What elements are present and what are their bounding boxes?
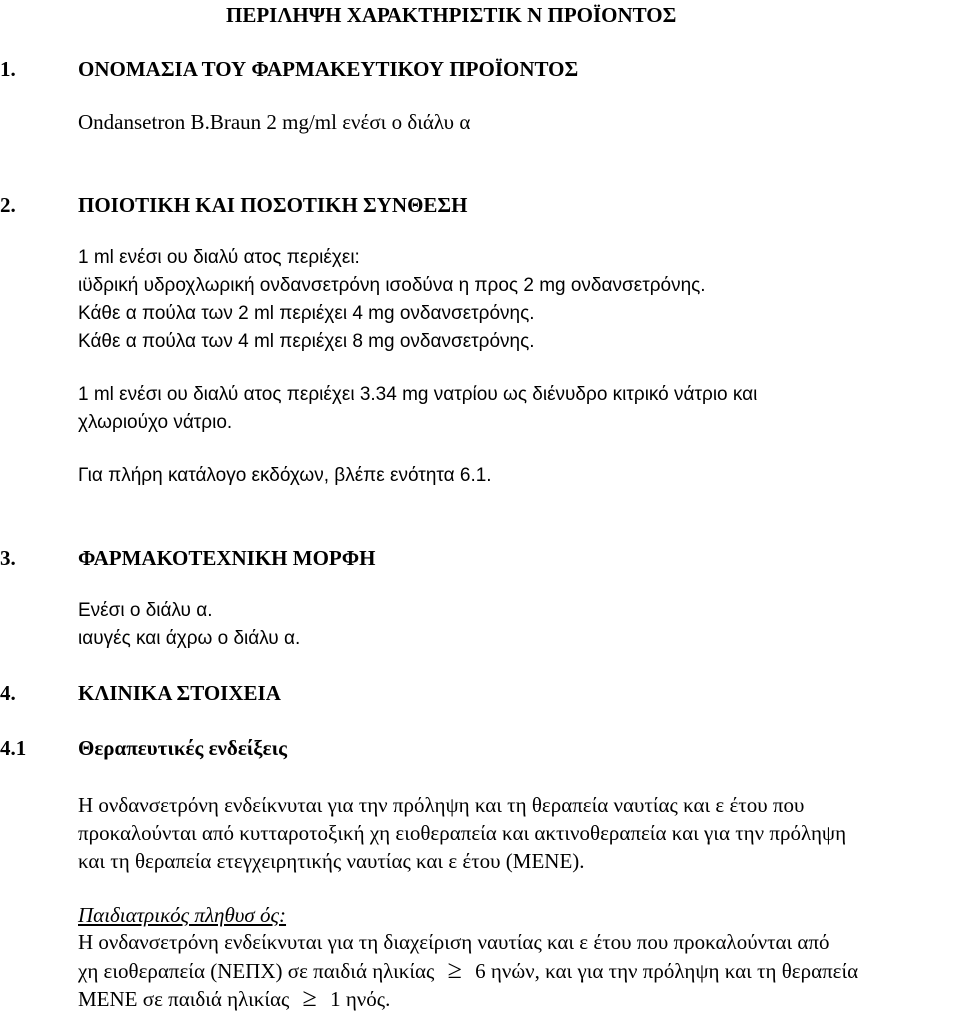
pediatric-line: Η ονδανσετρόνη ενδείκνυται για τη διαχείριση ναυτίας και ε έτου που προκαλούνται από bbox=[78, 930, 830, 954]
section-2-heading: ΠΟΙΟΤΙΚΗ ΚΑΙ ΠΟΣΟΤΙΚΗ ΣΥΝΘΕΣΗ bbox=[78, 193, 468, 217]
product-name: Ondansetron B.Braun 2 mg/ml ενέσι ο διάλυ α bbox=[78, 110, 471, 134]
section-4-number: 4. bbox=[0, 681, 16, 705]
pediatric-text: 6 ηνών, και για την πρόληψη και τη θεραπεία bbox=[475, 959, 859, 983]
indication-line: και τη θεραπεία ετεγχειρητικής ναυτίας και ε έτου (ΜΕΝΕ). bbox=[78, 849, 585, 873]
section-2-number: 2. bbox=[0, 193, 16, 217]
section-3-number: 3. bbox=[0, 546, 16, 570]
section-1-heading: ΟΝΟΜΑΣΙΑ ΤΟΥ ΦΑΡΜΑΚΕΥΤΙΚΟΥ ΠΡΟΪΟΝΤΟΣ bbox=[78, 57, 579, 81]
pediatric-line bbox=[78, 957, 858, 984]
section-3-heading: ΦΑΡΜΑΚΟΤΕΧΝΙΚΗ ΜΟΡΦΗ bbox=[78, 546, 376, 570]
section-1-number: 1. bbox=[0, 57, 16, 81]
greater-equal-symbol: ≥ bbox=[447, 955, 462, 984]
composition-line: ιϋδρική υδροχλωρική ονδανσετρόνη ισοδύνα η προς 2 mg ονδανσετρόνης. bbox=[78, 275, 706, 296]
composition-line: 1 ml ενέσι ου διαλύ ατος περιέχει: bbox=[78, 247, 360, 268]
section-4-1-heading: Θεραπευτικές ενδείξεις bbox=[78, 736, 288, 760]
excipients-reference: Για πλήρη κατάλογο εκδόχων, βλέπε ενότητα 6.1. bbox=[78, 465, 492, 486]
pediatric-text: χη ειοθεραπεία (ΝΕΠΧ) σε παιδιά ηλικίας bbox=[78, 959, 435, 983]
composition-line: χλωριούχο νάτριο. bbox=[78, 412, 233, 433]
pediatric-line bbox=[78, 985, 390, 1012]
pediatric-text: ΜΕΝΕ σε παιδιά ηλικίας bbox=[78, 987, 290, 1011]
pediatric-text: 1 ηνός. bbox=[330, 987, 391, 1011]
section-4-1-number: 4.1 bbox=[0, 736, 27, 760]
composition-line: Κάθε α πούλα των 2 ml περιέχει 4 mg ονδανσετρόνης. bbox=[78, 303, 535, 324]
composition-line: Κάθε α πούλα των 4 ml περιέχει 8 mg ονδανσετρόνης. bbox=[78, 331, 535, 352]
composition-line: 1 ml ενέσι ου διαλύ ατος περιέχει 3.34 mg νατρίου ως διένυδρο κιτρικό νάτριο και bbox=[78, 384, 758, 405]
document-title: ΠΕΡΙΛΗΨΗ ΧΑΡΑΚΤΗΡΙΣΤΙΚ Ν ΠΡΟΪΟΝΤΟΣ bbox=[226, 3, 677, 27]
greater-equal-symbol: ≥ bbox=[302, 983, 317, 1012]
section-4-heading: ΚΛΙΝΙΚΑ ΣΤΟΙΧΕΙΑ bbox=[78, 681, 281, 705]
indication-line: προκαλούνται από κυτταροτοξική χη ειοθεραπεία και ακτινοθεραπεία και για την πρόληψη bbox=[78, 821, 847, 845]
indication-line: Η ονδανσετρόνη ενδείκνυται για την πρόληψη και τη θεραπεία ναυτίας και ε έτου που bbox=[78, 793, 805, 817]
pediatric-heading: Παιδιατρικός πληθυσ ός: bbox=[78, 903, 287, 927]
form-line: ιαυγές και άχρω ο διάλυ α. bbox=[78, 628, 301, 649]
form-line: Ενέσι ο διάλυ α. bbox=[78, 600, 213, 621]
